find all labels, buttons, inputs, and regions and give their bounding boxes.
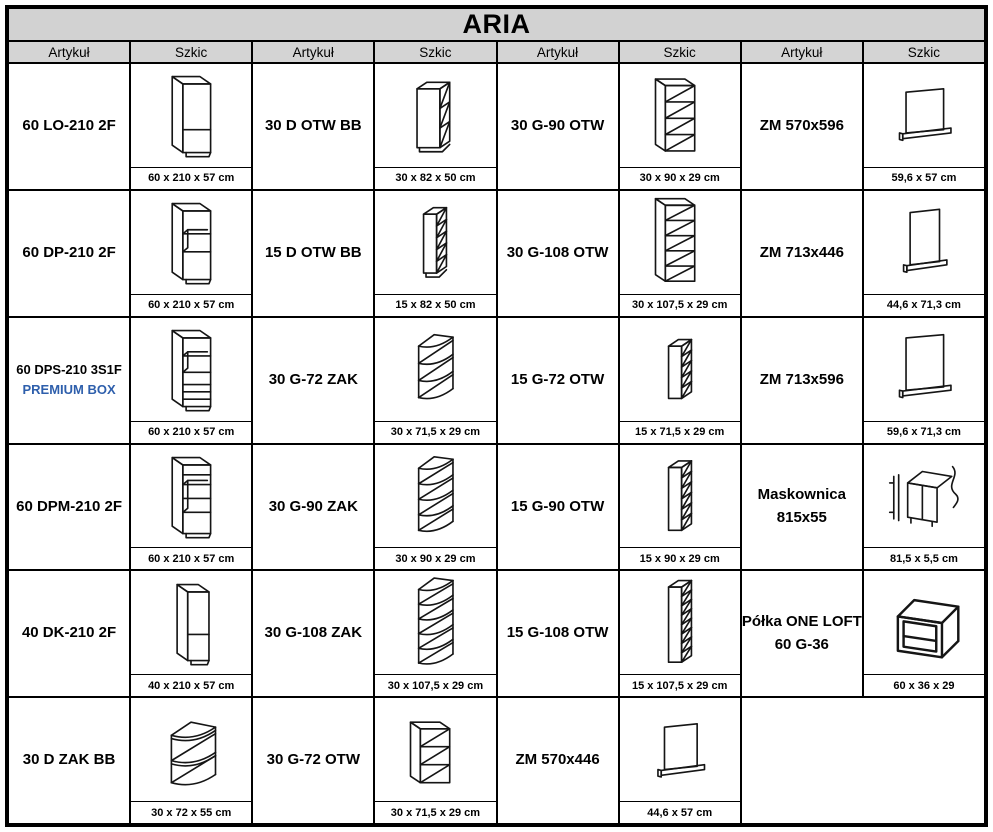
sketch-narrow-open-shelf-8-icon xyxy=(620,571,740,674)
column-header-artykul: Artykuł xyxy=(8,41,130,63)
sketch-dimensions: 30 x 90 x 29 cm xyxy=(375,547,495,569)
sketch-dimensions: 40 x 210 x 57 cm xyxy=(131,674,251,696)
sketch-corner-shelf-3-icon xyxy=(375,318,495,421)
sketch-dimensions: 60 x 210 x 57 cm xyxy=(131,167,251,189)
sketch-end-panel-large-icon xyxy=(864,318,984,421)
sketch-dimensions: 59,6 x 71,3 cm xyxy=(864,421,984,443)
article-name: 30 G-72 ZAK xyxy=(268,370,358,388)
empty-cell xyxy=(741,697,985,824)
article-cell xyxy=(497,570,619,697)
article-name: ZM 570x596 xyxy=(759,117,844,135)
sketch-cell xyxy=(374,63,496,190)
article-cell xyxy=(741,570,863,697)
sketch-base-open-shelf-30-icon xyxy=(375,64,495,167)
article-cell xyxy=(252,697,374,824)
sketch-cell xyxy=(130,317,252,444)
article-name: 60 DPM-210 2F xyxy=(16,497,122,515)
sketch-narrow-open-shelf-6-icon xyxy=(620,445,740,548)
sketch-cell xyxy=(863,190,985,317)
sketch-dimensions: 15 x 82 x 50 cm xyxy=(375,294,495,316)
article-name: 15 D OTW BB xyxy=(264,243,362,261)
sketch-cell xyxy=(130,190,252,317)
sketch-dimensions: 60 x 210 x 57 cm xyxy=(131,547,251,569)
column-header-artykul: Artykuł xyxy=(497,41,619,63)
article-name: 815x55 xyxy=(776,508,827,526)
sketch-cell xyxy=(374,317,496,444)
article-cell xyxy=(497,63,619,190)
article-cell xyxy=(497,697,619,824)
article-name: ZM 570x446 xyxy=(515,751,600,769)
article-name: 30 G-108 ZAK xyxy=(264,624,363,642)
article-cell xyxy=(741,190,863,317)
article-name: 60 G-36 xyxy=(774,635,829,653)
sketch-cell xyxy=(619,570,741,697)
article-cell xyxy=(8,697,130,824)
sketch-dimensions: 60 x 36 x 29 xyxy=(864,674,984,696)
sketch-dimensions: 60 x 210 x 57 cm xyxy=(131,294,251,316)
article-name: 30 D OTW BB xyxy=(264,117,362,135)
sketch-wall-open-shelf-4-icon xyxy=(620,64,740,167)
sketch-corner-shelf-5-icon xyxy=(375,571,495,674)
article-cell xyxy=(741,444,863,571)
sketch-loft-frame-shelf-icon xyxy=(864,571,984,674)
article-name: 15 G-90 OTW xyxy=(510,497,605,515)
sketch-cell xyxy=(619,444,741,571)
sketch-cell xyxy=(374,570,496,697)
article-name: 15 G-108 OTW xyxy=(506,624,609,642)
sketch-cell xyxy=(863,317,985,444)
sketch-dimensions: 30 x 82 x 50 cm xyxy=(375,167,495,189)
sketch-end-panel-wide-icon xyxy=(864,64,984,167)
sketch-dimensions: 15 x 90 x 29 cm xyxy=(620,547,740,569)
sketch-dimensions: 30 x 107,5 x 29 cm xyxy=(375,674,495,696)
article-name: 60 LO-210 2F xyxy=(22,117,116,135)
sketch-cell xyxy=(130,444,252,571)
article-cell xyxy=(8,570,130,697)
sketch-tall-cabinet-micro-icon xyxy=(131,445,251,548)
sketch-cell xyxy=(374,444,496,571)
article-name: 30 G-90 ZAK xyxy=(268,497,358,515)
article-cell xyxy=(741,317,863,444)
catalog-title: ARIA xyxy=(8,8,985,41)
sketch-cell xyxy=(619,697,741,824)
article-cell xyxy=(8,317,130,444)
article-name: 30 G-72 OTW xyxy=(266,751,360,769)
sketch-tall-cabinet-oven-drawers-icon xyxy=(131,318,251,421)
sketch-cell xyxy=(374,190,496,317)
premium-box-label: PREMIUM BOX xyxy=(22,382,116,398)
column-header-szkic: Szkic xyxy=(619,41,741,63)
sketch-dimensions: 30 x 71,5 x 29 cm xyxy=(375,801,495,823)
column-header-szkic: Szkic xyxy=(863,41,985,63)
article-cell xyxy=(497,190,619,317)
sketch-corner-base-shelf-icon xyxy=(131,698,251,801)
article-name: 40 DK-210 2F xyxy=(21,624,117,642)
sketch-dimensions: 15 x 107,5 x 29 cm xyxy=(620,674,740,696)
article-cell xyxy=(252,317,374,444)
sketch-dimensions: 30 x 72 x 55 cm xyxy=(131,801,251,823)
article-name: 30 G-90 OTW xyxy=(510,117,605,135)
sketch-tall-cabinet-narrow-icon xyxy=(131,571,251,674)
sketch-base-open-shelf-15-icon xyxy=(375,191,495,294)
article-cell xyxy=(8,190,130,317)
article-name: 15 G-72 OTW xyxy=(510,370,605,388)
sketch-cell xyxy=(863,63,985,190)
article-name: ZM 713x446 xyxy=(759,243,844,261)
article-name: 30 D ZAK BB xyxy=(22,751,116,769)
sketch-wall-open-shelf-5-icon xyxy=(620,191,740,294)
sketch-cell xyxy=(130,697,252,824)
sketch-cell xyxy=(619,190,741,317)
sketch-tall-cabinet-oven-icon xyxy=(131,191,251,294)
article-name: 60 DPS-210 3S1F xyxy=(16,361,122,377)
sketch-cell xyxy=(130,570,252,697)
sketch-dimensions: 59,6 x 57 cm xyxy=(864,167,984,189)
sketch-cover-strip-cabinet-icon xyxy=(864,445,984,548)
column-header-szkic: Szkic xyxy=(374,41,496,63)
sketch-cell xyxy=(863,570,985,697)
sketch-end-panel-tall-icon xyxy=(864,191,984,294)
article-cell xyxy=(252,63,374,190)
column-header-artykul: Artykuł xyxy=(252,41,374,63)
sketch-cell xyxy=(374,697,496,824)
article-cell xyxy=(252,570,374,697)
catalog-table xyxy=(5,5,988,827)
article-cell xyxy=(497,317,619,444)
sketch-dimensions: 15 x 71,5 x 29 cm xyxy=(620,421,740,443)
article-cell xyxy=(252,444,374,571)
article-cell xyxy=(497,444,619,571)
sketch-end-panel-small-icon xyxy=(620,698,740,801)
sketch-dimensions: 30 x 107,5 x 29 cm xyxy=(620,294,740,316)
article-cell xyxy=(741,63,863,190)
sketch-corner-shelf-4-icon xyxy=(375,445,495,548)
sketch-cell xyxy=(619,317,741,444)
article-name: 30 G-108 OTW xyxy=(506,243,609,261)
sketch-tall-cabinet-2f-icon xyxy=(131,64,251,167)
sketch-cell xyxy=(863,444,985,571)
column-header-artykul: Artykuł xyxy=(741,41,863,63)
sketch-dimensions: 30 x 90 x 29 cm xyxy=(620,167,740,189)
article-name: ZM 713x596 xyxy=(759,370,844,388)
sketch-dimensions: 44,6 x 57 cm xyxy=(620,801,740,823)
sketch-wall-open-shelf-3-icon xyxy=(375,698,495,801)
sketch-dimensions: 81,5 x 5,5 cm xyxy=(864,547,984,569)
sketch-dimensions: 44,6 x 71,3 cm xyxy=(864,294,984,316)
article-cell xyxy=(8,63,130,190)
article-cell xyxy=(252,190,374,317)
sketch-dimensions: 60 x 210 x 57 cm xyxy=(131,421,251,443)
article-name: Półka ONE LOFT xyxy=(741,613,862,631)
column-header-szkic: Szkic xyxy=(130,41,252,63)
article-cell xyxy=(8,444,130,571)
sketch-cell xyxy=(619,63,741,190)
article-name: 60 DP-210 2F xyxy=(22,243,116,261)
article-name: Maskownica xyxy=(757,486,846,504)
sketch-dimensions: 30 x 71,5 x 29 cm xyxy=(375,421,495,443)
sketch-cell xyxy=(130,63,252,190)
sketch-narrow-open-shelf-5-icon xyxy=(620,318,740,421)
